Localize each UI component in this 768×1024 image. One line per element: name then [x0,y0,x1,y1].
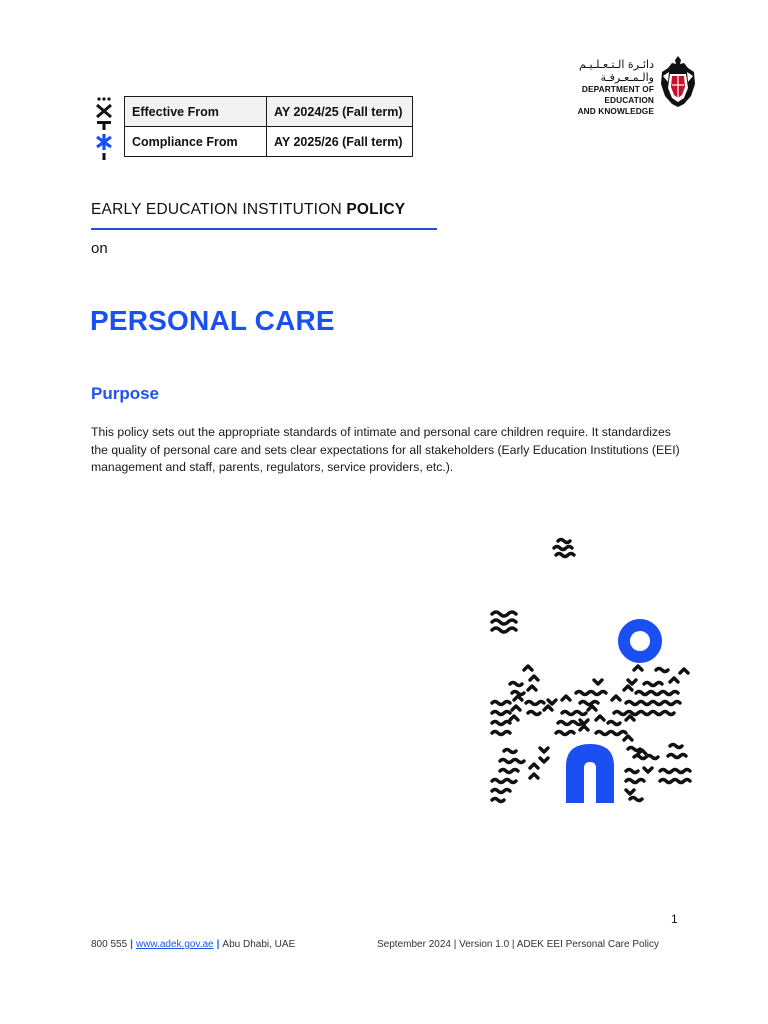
footer-document-info: September 2024 | Version 1.0 | ADEK EEI Personal Care Policy [377,939,660,950]
logo-english-line-2: AND KNOWLEDGE [577,106,654,116]
logo-english-line-1: DEPARTMENT OF EDUCATION [581,84,654,105]
footer-location: Abu Dhabi, UAE [222,939,296,950]
compliance-from-value: AY 2025/26 (Fall term) [267,127,413,157]
page-title: PERSONAL CARE [90,305,335,336]
policy-category-bold: POLICY [346,201,406,218]
policy-category [91,201,405,219]
footer-phone: 800 555 [91,939,128,950]
logo-text [538,58,654,117]
page-number: 1 [671,912,678,926]
adek-brand-mark-icon [94,96,114,160]
footer-separator: | [216,939,220,950]
footer-separator: | [130,939,133,950]
purpose-heading: Purpose [91,384,160,403]
on-label: on [91,240,108,257]
table-row [125,127,413,157]
purpose-paragraph: This policy sets out the appropriate standards of intimate and personal care children require. It standardizes the quality of personal care and sets clear expectations for all stakeholders (Early Education Institutions (EEI) management and staff, parents, regulators, service providers, etc.). [91,425,680,474]
adek-logo [538,54,700,116]
logo-arabic-text: دائـرة الـتـعـلـيـم والـمـعـرفـة [579,58,654,84]
effective-from-value: AY 2024/25 (Fall term) [267,97,413,127]
title-divider [91,228,437,230]
policy-category-text: EARLY EDUCATION INSTITUTION [91,201,347,218]
footer-contact [91,939,295,950]
compliance-from-label: Compliance From [125,127,267,157]
footer-website-link[interactable]: www.adek.gov.ae [135,939,214,950]
decorative-glyph-artwork [484,530,700,810]
table-row [125,97,413,127]
falcon-emblem-icon [658,54,698,108]
policy-dates-table [124,96,413,157]
effective-from-label: Effective From [125,97,267,127]
